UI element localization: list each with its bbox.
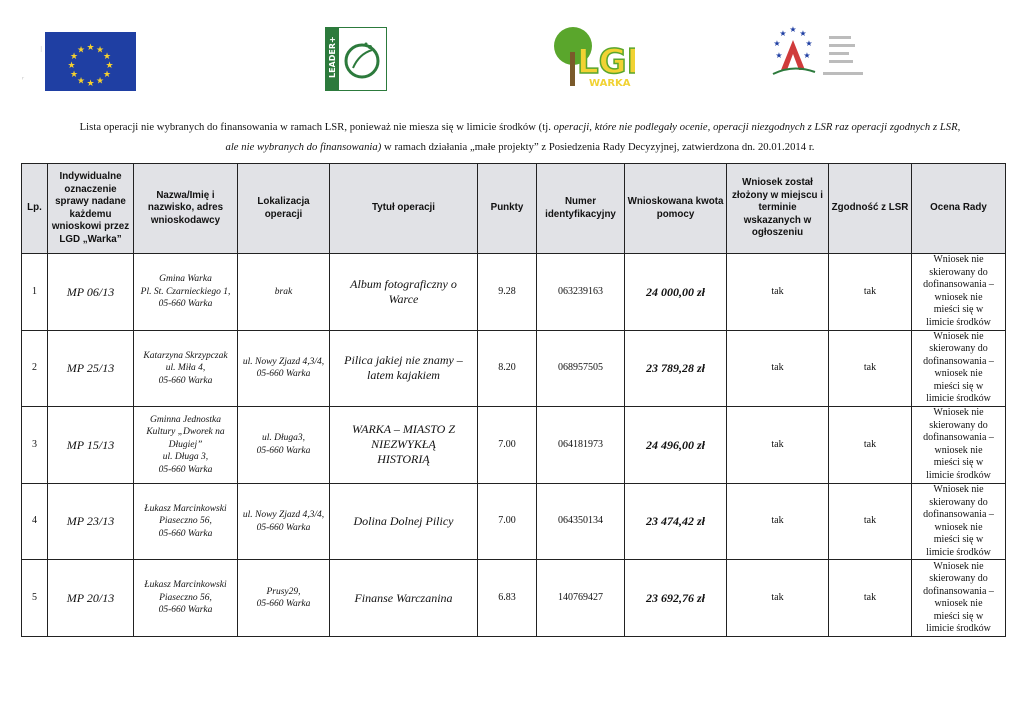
- cell-amount: 24 000,00 zł: [625, 254, 727, 331]
- cell-applicant-line: Łukasz Marcinkowski: [144, 503, 227, 514]
- cell-rating: [912, 560, 1006, 637]
- cell-points: 7.00: [478, 407, 537, 484]
- operations-table: [21, 163, 1006, 637]
- cell-applicant-line: Piaseczno 56,: [159, 592, 212, 603]
- leader-logo: [325, 27, 387, 91]
- cell-location: [238, 254, 330, 331]
- document-heading: [40, 118, 1000, 158]
- cell-title-line: latem kajakiem: [367, 368, 440, 383]
- svg-text:★: ★: [803, 51, 811, 60]
- svg-text:★: ★: [779, 29, 787, 38]
- cell-rating-line: skierowany do: [929, 496, 988, 508]
- table-row: [22, 254, 1006, 331]
- cell-location-line: ul. Nowy Zjazd 4,3/4,: [242, 510, 325, 521]
- cell-rating-line: mieści się w: [933, 304, 984, 316]
- cell-rating-line: Wniosek nie: [933, 254, 984, 266]
- cell-compliant: tak: [829, 330, 912, 407]
- header-zgodnosc: Zgodność z LSR: [829, 164, 912, 254]
- cell-location-line: 05-660 Warka: [256, 445, 311, 456]
- svg-text:★: ★: [775, 51, 783, 60]
- cell-points: 9.28: [478, 254, 537, 331]
- cell-amount: 23 789,28 zł: [625, 330, 727, 407]
- cell-rating-line: dofinansowania –: [923, 585, 994, 597]
- cell-submitted: tak: [727, 407, 829, 484]
- cell-rating-line: wniosek nie: [934, 521, 983, 533]
- cell-compliant: tak: [829, 407, 912, 484]
- cell-lp: 1: [22, 254, 48, 331]
- cell-code: MP 06/13: [48, 254, 134, 331]
- cell-lp: 5: [22, 560, 48, 637]
- svg-text:★: ★: [86, 43, 95, 53]
- cell-rating-line: mieści się w: [933, 380, 984, 392]
- cell-title-line: Pilica jakiej nie znamy –: [344, 353, 463, 368]
- header-numer: Numer identyfikacyjny: [537, 164, 625, 254]
- cell-applicant-line: 05-660 Warka: [158, 605, 213, 616]
- leader-logo-text: LEADER+: [328, 36, 337, 78]
- cell-amount: 23 474,42 zł: [625, 483, 727, 560]
- cell-location-line: ul. Długa3,: [261, 433, 305, 444]
- cell-id: 068957505: [537, 330, 625, 407]
- svg-text:★: ★: [773, 39, 781, 48]
- cell-title: [330, 560, 478, 637]
- cell-code: MP 15/13: [48, 407, 134, 484]
- cell-applicant-line: ul. Długa 3,: [162, 452, 209, 463]
- cell-amount: 24 496,00 zł: [625, 407, 727, 484]
- cell-applicant-line: 05-660 Warka: [158, 528, 213, 539]
- cell-code: MP 25/13: [48, 330, 134, 407]
- cell-title-line: WARKA – MIASTO Z: [351, 422, 456, 437]
- header-zlozony: Wniosek został złożony w miejscu i terminie wskazanych w ogłoszeniu: [727, 164, 829, 254]
- cell-compliant: tak: [829, 483, 912, 560]
- svg-text:★: ★: [67, 61, 76, 71]
- cell-rating-line: skierowany do: [929, 573, 988, 585]
- cell-rating-line: Wniosek nie: [933, 330, 984, 342]
- cell-rating-line: Wniosek nie: [933, 407, 984, 419]
- cell-applicant-line: 05-660 Warka: [158, 299, 213, 310]
- cell-title-line: HISTORIĄ: [377, 452, 430, 467]
- cell-title: [330, 483, 478, 560]
- scan-mark: ⁝: [40, 45, 43, 54]
- cell-submitted: tak: [727, 254, 829, 331]
- cell-location-line: 05-660 Warka: [256, 522, 311, 533]
- cell-location-line: Prusy29,: [266, 586, 301, 597]
- cell-applicant-line: Pl. St. Czarnieckiego 1,: [140, 286, 231, 297]
- cell-rating-line: mieści się w: [933, 610, 984, 622]
- cell-rating-line: limicie środków: [926, 393, 991, 405]
- cell-applicant: [134, 560, 238, 637]
- cell-code: MP 20/13: [48, 560, 134, 637]
- cell-rating-line: mieści się w: [933, 534, 984, 546]
- cell-applicant-line: Gmina Warka: [159, 274, 212, 285]
- cell-compliant: tak: [829, 560, 912, 637]
- table-row: [22, 483, 1006, 560]
- cell-location-line: brak: [274, 286, 293, 297]
- lgd-logo-sub: WARKA: [589, 78, 631, 89]
- cell-applicant-line: Kultury „Dworek na: [146, 427, 225, 438]
- header-wnioskodawca: Nazwa/Imię i nazwisko, adres wnioskodawcy: [134, 164, 238, 254]
- cell-rating-line: limicie środków: [926, 316, 991, 328]
- cell-rating-line: wniosek nie: [934, 598, 983, 610]
- cell-title-line: NIEZWYKŁĄ: [371, 437, 436, 452]
- svg-text:★: ★: [69, 70, 79, 80]
- cell-location-line: ul. Nowy Zjazd 4,3/4,: [242, 356, 325, 367]
- cell-location-line: 05-660 Warka: [256, 369, 311, 380]
- cell-lp: 3: [22, 407, 48, 484]
- cell-applicant-line: Piaseczno 56,: [159, 516, 212, 527]
- svg-text:★: ★: [76, 45, 86, 56]
- cell-rating-line: skierowany do: [929, 266, 988, 278]
- svg-text:★: ★: [86, 79, 95, 89]
- cell-rating-line: wniosek nie: [934, 291, 983, 303]
- cell-applicant-line: Długiej”: [168, 439, 203, 450]
- svg-text:★: ★: [95, 45, 105, 56]
- heading-line-1-italic: operacji, które nie podlegały ocenie, operacji niezgodnych z LSR raz operacji zgodnych z LSR,: [553, 122, 961, 133]
- cell-compliant: tak: [829, 254, 912, 331]
- table-row: [22, 560, 1006, 637]
- cell-title-line: Album fotograficzny o: [350, 276, 457, 291]
- cell-location: [238, 483, 330, 560]
- cell-rating-line: mieści się w: [933, 457, 984, 469]
- cell-applicant: [134, 483, 238, 560]
- cell-rating-line: dofinansowania –: [923, 355, 994, 367]
- svg-text:★: ★: [76, 76, 86, 87]
- lgd-warka-logo: [553, 18, 635, 90]
- cell-rating-line: limicie środków: [926, 469, 991, 481]
- header-ocena: Ocena Rady: [912, 164, 1006, 254]
- cell-title: [330, 330, 478, 407]
- header-lp: Lp.: [22, 164, 48, 254]
- cell-rating-line: Wniosek nie: [933, 484, 984, 496]
- cell-title: [330, 254, 478, 331]
- table-row: [22, 407, 1006, 484]
- svg-text:★: ★: [102, 52, 112, 62]
- table-row: [22, 330, 1006, 407]
- header-kwota: Wnioskowana kwota pomocy: [625, 164, 727, 254]
- cell-rating: [912, 254, 1006, 331]
- heading-line-2: [40, 138, 1000, 158]
- cell-title: [330, 407, 478, 484]
- cell-rating-line: dofinansowania –: [923, 509, 994, 521]
- cell-rating: [912, 407, 1006, 484]
- cell-rating: [912, 483, 1006, 560]
- cell-amount: 23 692,76 zł: [625, 560, 727, 637]
- svg-text:★: ★: [105, 61, 114, 71]
- cell-lp: 2: [22, 330, 48, 407]
- heading-line-2-normal: w ramach działania „małe projekty” z Posiedzenia Rady Decyzyjnej, zatwierdzona dn. 20.01.2014 r.: [381, 142, 815, 153]
- cell-id: 064350134: [537, 483, 625, 560]
- heading-line-1: [40, 118, 1000, 138]
- cell-applicant-line: 05-660 Warka: [158, 464, 213, 475]
- cell-title-line: Warce: [388, 291, 419, 306]
- cell-id: 064181973: [537, 407, 625, 484]
- svg-text:★: ★: [69, 52, 79, 62]
- cell-id: 063239163: [537, 254, 625, 331]
- header-lokalizacja: Lokalizacja operacji: [238, 164, 330, 254]
- cell-applicant-line: 05-660 Warka: [158, 375, 213, 386]
- header-punkty: Punkty: [478, 164, 537, 254]
- cell-rating-line: Wniosek nie: [933, 560, 984, 572]
- cell-rating-line: skierowany do: [929, 343, 988, 355]
- cell-submitted: tak: [727, 483, 829, 560]
- cell-submitted: tak: [727, 560, 829, 637]
- heading-line-2-italic: ale nie wybranych do finansowania): [225, 142, 382, 153]
- heading-line-1-normal: Lista operacji nie wybranych do finansowania w ramach LSR, ponieważ nie miesza się w limicie środków (tj.: [79, 122, 554, 133]
- cell-location: [238, 330, 330, 407]
- cell-submitted: tak: [727, 330, 829, 407]
- eu-flag-logo: [45, 32, 136, 91]
- scan-mark: ʳ: [22, 75, 25, 84]
- cell-location: [238, 407, 330, 484]
- cell-rating-line: wniosek nie: [934, 444, 983, 456]
- cell-applicant: [134, 330, 238, 407]
- cell-rating: [912, 330, 1006, 407]
- cell-points: 8.20: [478, 330, 537, 407]
- cell-location: [238, 560, 330, 637]
- header-tytul: Tytuł operacji: [330, 164, 478, 254]
- cell-title-line: Finanse Warczanina: [354, 590, 453, 605]
- svg-text:★: ★: [789, 25, 797, 34]
- cell-code: MP 23/13: [48, 483, 134, 560]
- cell-rating-line: skierowany do: [929, 419, 988, 431]
- cell-applicant-line: Katarzyna Skrzypczak: [143, 350, 228, 361]
- svg-text:★: ★: [95, 76, 105, 87]
- cell-rating-line: dofinansowania –: [923, 432, 994, 444]
- cell-applicant-line: Gminna Jednostka: [150, 414, 221, 425]
- cell-applicant: [134, 407, 238, 484]
- cell-rating-line: limicie środków: [926, 623, 991, 635]
- svg-text:★: ★: [102, 70, 112, 80]
- svg-text:★: ★: [805, 39, 813, 48]
- lgd-logo-text: LG: [577, 42, 627, 82]
- cell-applicant: [134, 254, 238, 331]
- cell-rating-line: limicie środków: [926, 546, 991, 558]
- cell-rating-line: wniosek nie: [934, 368, 983, 380]
- table-header-row: [22, 164, 1006, 254]
- cell-lp: 4: [22, 483, 48, 560]
- cell-id: 140769427: [537, 560, 625, 637]
- cell-applicant-line: Łukasz Marcinkowski: [144, 580, 227, 591]
- cell-rating-line: dofinansowania –: [923, 279, 994, 291]
- cell-points: 6.83: [478, 560, 537, 637]
- cell-points: 7.00: [478, 483, 537, 560]
- eu-stars-icon: [45, 32, 136, 91]
- svg-text:★: ★: [799, 29, 807, 38]
- header-oznaczenie: Indywidualne oznaczenie sprawy nadane każdemu wnioskowi przez LGD „Warka”: [48, 164, 134, 254]
- cell-title-line: Dolina Dolnej Pilicy: [353, 514, 454, 529]
- cell-applicant-line: ul. Miła 4,: [165, 363, 206, 374]
- prow-logo: [763, 18, 878, 88]
- cell-location-line: 05-660 Warka: [256, 599, 311, 610]
